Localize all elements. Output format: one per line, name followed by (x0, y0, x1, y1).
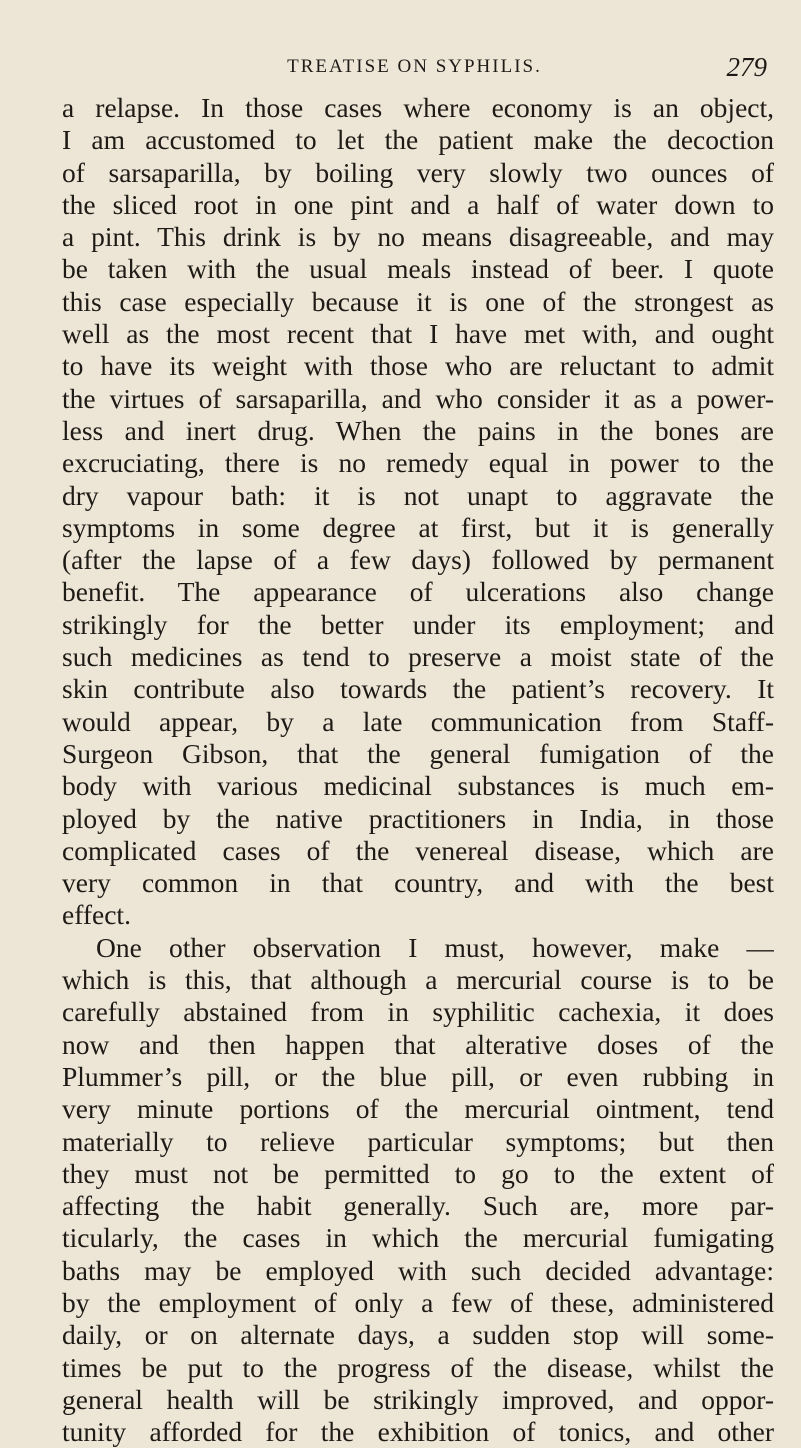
paragraph-end-line: effect. (62, 899, 131, 931)
text-line: ployed by the native practitioners in India, in those (62, 802, 774, 834)
text-line: which is this, that although a mercurial course is to be (62, 964, 774, 996)
paragraph-start-line: One other observation I must, however, make — (96, 931, 774, 963)
text-line: excruciating, there is no remedy equal in power to the (62, 447, 774, 479)
text-line: (after the lapse of a few days) followed by permanent (62, 544, 774, 576)
text-line: very minute portions of the mercurial ointment, tend (62, 1093, 774, 1125)
text-line: now and then happen that alterative doses of the (62, 1028, 774, 1060)
text-line: well as the most recent that I have met with, and ought (62, 318, 774, 350)
text-line: benefit. The appearance of ulcerations also change (62, 576, 774, 608)
text-line: times be put to the progress of the disease, whilst the (62, 1351, 774, 1383)
text-line: this case especially because it is one of the strongest as (62, 285, 774, 317)
text-line: Surgeon Gibson, that the general fumigation of the (62, 737, 774, 769)
text-line: a relapse. In those cases where economy is an object, (62, 92, 774, 123)
page-number: 279 (726, 52, 767, 82)
text-line: body with various medicinal substances is much em- (62, 770, 774, 802)
text-line: of sarsaparilla, by boiling very slowly two ounces of (62, 156, 774, 188)
text-line: daily, or on alternate days, a sudden stop will some- (62, 1319, 774, 1351)
text-line: a pint. This drink is by no means disagreeable, and may (62, 221, 774, 253)
text-line: the virtues of sarsaparilla, and who consider it as a power- (62, 382, 774, 414)
text-line: symptoms in some degree at first, but it is generally (62, 511, 774, 543)
text-line: ticularly, the cases in which the mercurial fumigating (62, 1222, 774, 1254)
running-title: TREATISE ON SYPHILIS. (287, 56, 542, 77)
text-line: by the employment of only a few of these, administered (62, 1286, 774, 1318)
body-text (62, 92, 774, 1448)
text-line: Plummer’s pill, or the blue pill, or even rubbing in (62, 1060, 774, 1092)
text-line: tunity afforded for the exhibition of tonics, and other (62, 1416, 774, 1448)
text-line: to have its weight with those who are reluctant to admit (62, 350, 774, 382)
text-line: such medicines as tend to preserve a moist state of the (62, 641, 774, 673)
text-line: complicated cases of the venereal disease, which are (62, 834, 774, 866)
text-line: the sliced root in one pint and a half of water down to (62, 188, 774, 220)
text-line: less and inert drug. When the pains in the bones are (62, 414, 774, 446)
text-line: I am accustomed to let the patient make the decoction (62, 124, 774, 156)
text-line: general health will be strikingly improved, and oppor- (62, 1383, 774, 1415)
text-line: be taken with the usual meals instead of beer. I quote (62, 253, 774, 285)
text-line: baths may be employed with such decided advantage: (62, 1254, 774, 1286)
text-line: strikingly for the better under its employment; and (62, 608, 774, 640)
running-head (62, 52, 767, 82)
text-line: would appear, by a late communication from Staff- (62, 705, 774, 737)
text-line: dry vapour bath: it is not unapt to aggravate the (62, 479, 774, 511)
text-line: very common in that country, and with the best (62, 867, 774, 899)
text-line: affecting the habit generally. Such are, more par- (62, 1190, 774, 1222)
text-line: they must not be permitted to go to the extent of (62, 1157, 774, 1189)
text-line: skin contribute also towards the patient’s recovery. It (62, 673, 774, 705)
text-line: carefully abstained from in syphilitic cachexia, it does (62, 996, 774, 1028)
text-line: materially to relieve particular symptoms; but then (62, 1125, 774, 1157)
